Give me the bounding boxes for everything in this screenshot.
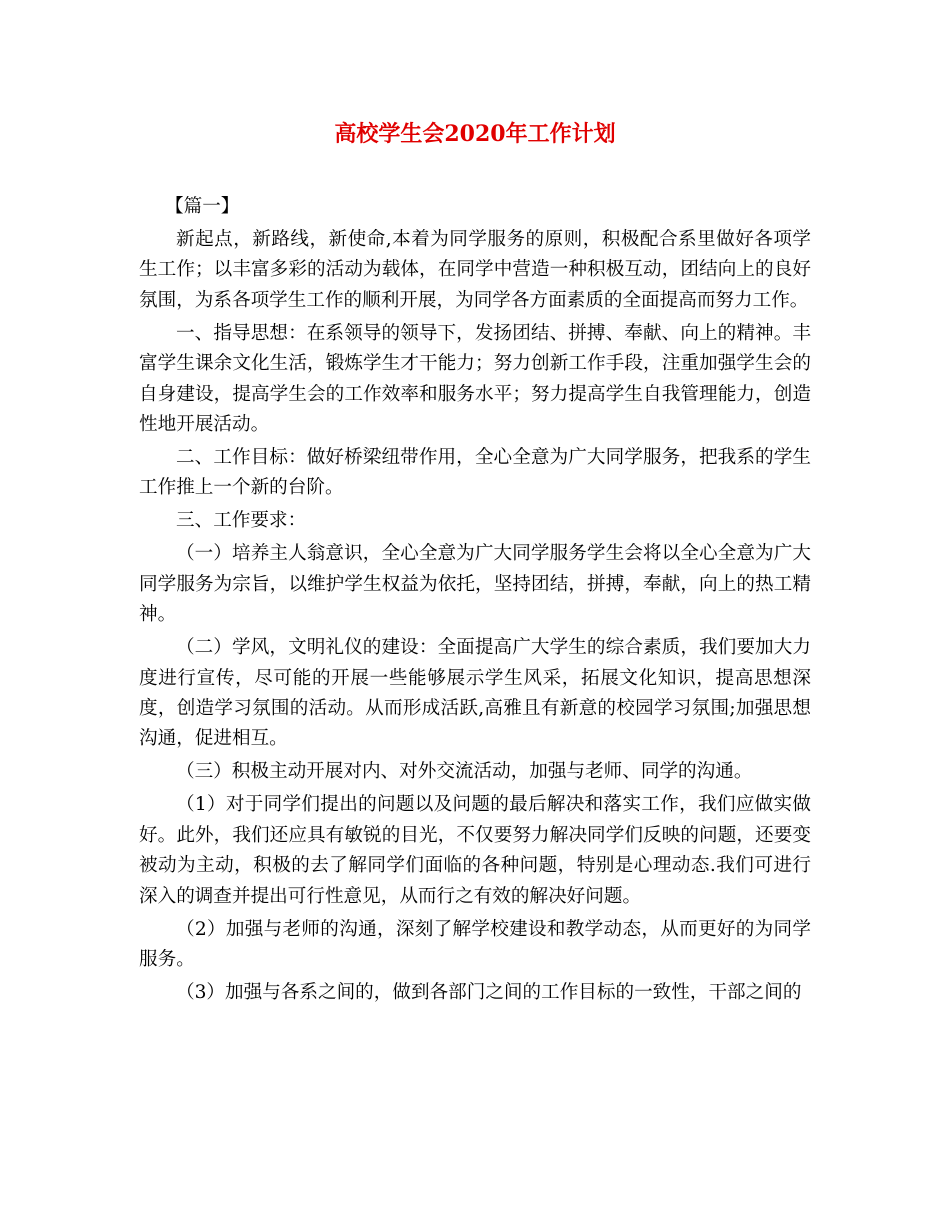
paragraph-item-1: （1）对于同学们提出的问题以及问题的最后解决和落实工作，我们应做实做好。此外，我们还应具有敏锐的目光，不仅要努力解决同学们反映的问题，还要变被动为主动，积极的去了解同学们面临的各种问题，特别是心理动态.我们可进行深入的调查并提出可行性意见，从而行之有效的解决好问题。 [139, 794, 811, 907]
paragraph-intro: 新起点，新路线，新使命,本着为同学服务的原则，积极配合系里做好各项学生工作；以丰富多彩的活动为载体，在同学中营造一种积极互动，团结向上的良好氛围，为系各项学生工作的顺利开展，为同学各方面素质的全面提高而努力工作。 [139, 229, 811, 311]
paragraph-item-3: （3）加强与各系之间的，做到各部门之间的工作目标的一致性，干部之间的 [176, 982, 802, 1004]
paragraph-work-goals: 二、工作目标：做好桥梁纽带作用，全心全意为广大同学服务，把我系的学生工作推上一个新的台阶。 [139, 447, 811, 499]
paragraph-guiding-ideology: 一、指导思想：在系领导的领导下，发扬团结、拼搏、奉献、向上的精神。丰富学生课余文化生活，锻炼学生才干能力；努力创新工作手段，注重加强学生会的自身建设，提高学生会的工作效率和服务水平；努力提高学生自我管理能力，创造性地开展活动。 [139, 322, 811, 436]
section-tag: 【篇一】 [165, 196, 240, 217]
document-body [139, 192, 811, 1011]
paragraph-item-2: （2）加强与老师的沟通，深刻了解学校建设和教学动态，从而更好的为同学服务。 [139, 918, 811, 971]
paragraph-work-requirements-heading: 三、工作要求： [176, 510, 307, 532]
paragraph-requirement-3: （三）积极主动开展对内、对外交流活动，加强与老师、同学的沟通。 [176, 761, 753, 783]
document-title: 高校学生会2020年工作计划 [334, 121, 616, 147]
paragraph-requirement-1: （一）培养主人翁意识，全心全意为广大同学服务学生会将以全心全意为广大同学服务为宗旨，以维护学生权益为依托，坚持团结，拼搏，奉献，向上的热工精神。 [139, 543, 811, 626]
paragraph-requirement-2: （二）学风，文明礼仪的建设：全面提高广大学生的综合素质，我们要加大力度进行宣传，尽可能的开展一些能够展示学生风采，拓展文化知识，提高思想深度，创造学习氛围的活动。从而形成活跃,高雅且有新意的校园学习氛围;加强思想沟通，促进相互。 [139, 637, 811, 750]
